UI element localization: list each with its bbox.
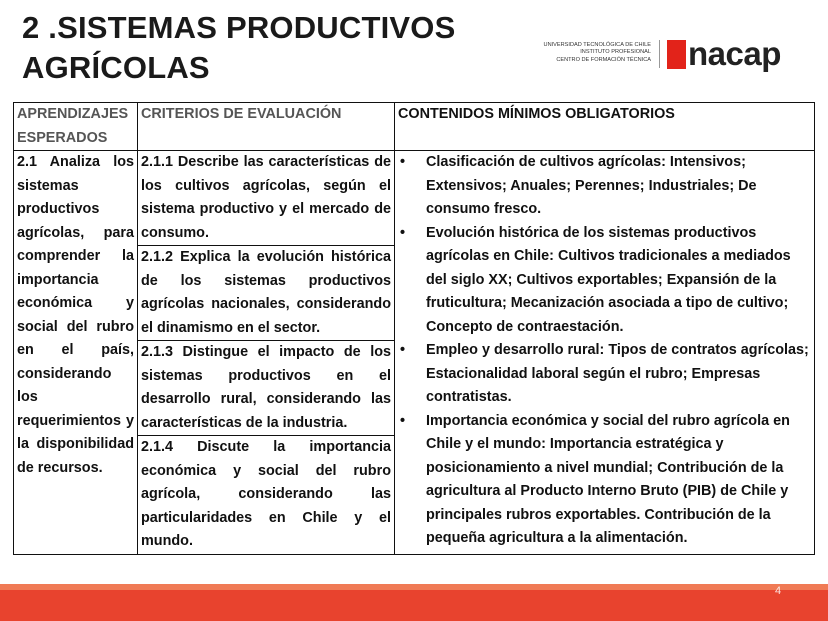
logo-subtext [528, 42, 651, 64]
logo-wordmark: nacap [688, 35, 781, 72]
logo-line-3: CENTRO DE FORMACIÓN TÉCNICA [556, 56, 651, 63]
page-number: 4 [775, 585, 782, 597]
contenidos-list [398, 151, 811, 551]
criterios-cell [138, 151, 395, 555]
criterio-item: 2.1.1 Describe las características de los cultivos agrícolas, según el sistema productivo y el mercado de consumo. [138, 151, 394, 246]
logo-line-2: INSTITUTO PROFESIONAL [580, 49, 651, 56]
slide-title-line-2: AGRÍCOLAS [22, 50, 210, 85]
aprendizaje-cell: 2.1 Analiza los sistemas productivos agrícolas, para comprender la importancia económica y social del rubro en el país, considerando los requerimientos y la disponibilidad de recursos. [14, 151, 138, 555]
header-contenidos: CONTENIDOS MÍNIMOS OBLIGATORIOS [395, 103, 815, 151]
criterio-item: 2.1.4 Discute la importancia económica y social del rubro agrícola, considerando las particularidades en Chile y el mundo. [141, 439, 391, 549]
slide-title [22, 8, 456, 88]
logo-mark-icon [667, 40, 686, 69]
contenido-item: • Clasificación de cultivos agrícolas: Intensivos; Extensivos; Anuales; Perennes; Industriales; De consumo fresco. [426, 151, 811, 222]
header-criterios: CRITERIOS DE EVALUACIÓN [138, 103, 395, 151]
contenido-item: • Importancia económica y social del rubro agrícola en Chile y el mundo: Importancia estratégica y posicionamiento a nivel mundial; Contribución de la agricultura al Producto Interno Bruto (PIB) de Chile y principales rubros exportables. Contribución de la pequeña agricultura a la alimentación. [426, 410, 811, 551]
logo-line-1: UNIVERSIDAD TECNOLÓGICA DE CHILE [543, 42, 651, 48]
contenido-item: • Evolución histórica de los sistemas productivos agrícolas en Chile: Cultivos tradicionales a mediados del siglo XX; Cultivos exportables; Expansión de la fruticultura; Mecanización asociada a tipo de cultivo; Concepto de contraestación. [426, 222, 811, 340]
slide-title-line-1: 2 .SISTEMAS PRODUCTIVOS [22, 10, 456, 45]
table-header-row [14, 103, 815, 151]
criterio-item: 2.1.3 Distingue el impacto de los sistemas productivos en el desarrollo rural, considerando las características de la industria. [138, 341, 394, 436]
curriculum-table [13, 102, 815, 555]
criterio-item: 2.1.2 Explica la evolución histórica de los sistemas productivos agrícolas nacionales, considerando el dinamismo en el sector. [138, 246, 394, 341]
header-aprendizajes: APRENDIZAJES ESPERADOS [14, 103, 138, 151]
footer-accent [0, 584, 828, 590]
contenidos-cell [395, 151, 815, 555]
contenido-item: • Empleo y desarrollo rural: Tipos de contratos agrícolas; Estacionalidad laboral según el rubro; Empresas contratistas. [426, 339, 811, 410]
table-row [14, 151, 815, 555]
logo-divider [659, 40, 660, 68]
